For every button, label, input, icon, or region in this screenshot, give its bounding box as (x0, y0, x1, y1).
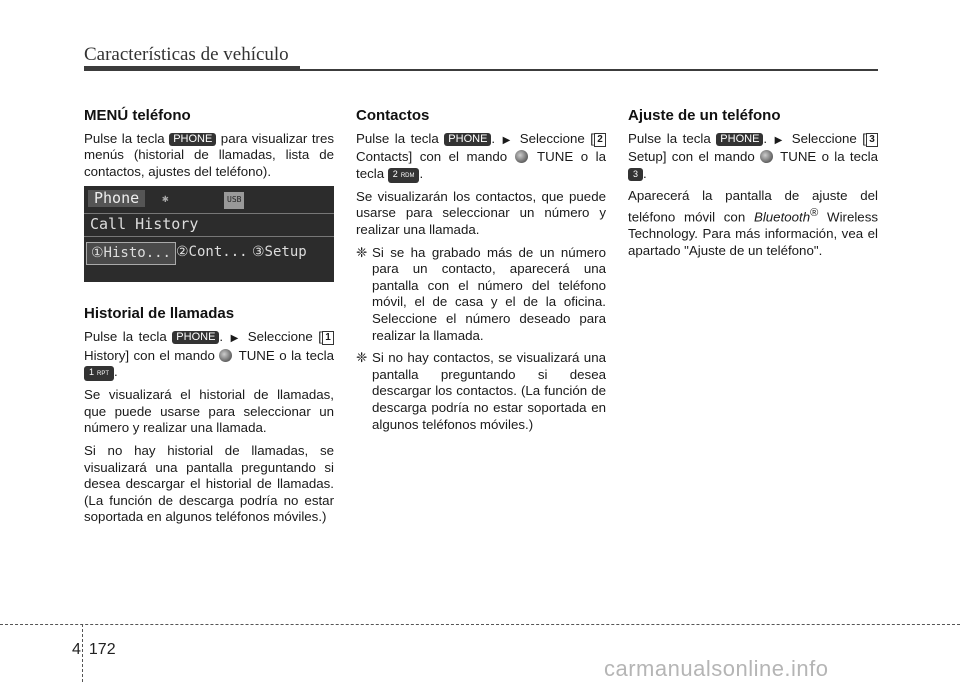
paragraph: Se visualizarán los contactos, que puede usarse para seleccionar un número y realizar una llamada. (356, 188, 606, 237)
page-header-title: Características de vehículo (84, 44, 289, 65)
chapter-number: 4 (72, 641, 81, 658)
text: Wireless Technology. Para más información, vea el apartado "Ajuste de un teléfono". (628, 209, 879, 258)
page-number (72, 641, 116, 659)
key-1-rpt-icon (84, 366, 114, 381)
paragraph (84, 131, 334, 181)
screen-divider (84, 213, 334, 214)
note-item (356, 245, 606, 345)
text: TUNE o la tecla (775, 149, 878, 165)
text: Contacts] con el mando (356, 149, 515, 165)
usb-badge: USB (224, 192, 244, 209)
phone-key-icon: PHONE (169, 133, 216, 146)
text: Aparecerá la pantalla de ajuste del teléfono móvil con (628, 188, 878, 225)
note-mark-icon: ❈ (356, 350, 368, 366)
section-heading-contacts: Contactos (356, 107, 430, 124)
screen-option-contacts: ②Cont... (176, 244, 248, 261)
screen-title: Phone (88, 190, 145, 207)
note-text: Si se ha grabado más de un número para un contacto, aparecerá una pantalla con el número del teléfono móvil, el de casa y el de la oficina. Seleccione el número deseado para realizar la llamada. (372, 244, 606, 343)
arrow-right-icon: ▶ (502, 134, 513, 146)
phone-key-icon: PHONE (716, 133, 763, 146)
page-number-value: 172 (88, 641, 116, 658)
text: Pulse la tecla (84, 328, 173, 344)
text: . (763, 130, 773, 146)
paragraph (356, 131, 606, 183)
text: Pulse la tecla (84, 130, 170, 146)
text: Setup] con el mando (628, 149, 761, 165)
paragraph (628, 131, 878, 183)
section-heading-phone-menu: MENÚ teléfono (84, 107, 191, 124)
tune-knob-icon (760, 150, 773, 163)
text: Seleccione [ (514, 130, 594, 146)
section-heading-phone-setup: Ajuste de un teléfono (628, 107, 781, 124)
text: History] con el mando (84, 347, 220, 363)
paragraph (628, 188, 878, 259)
text: TUNE o la tecla (234, 347, 334, 363)
text: Seleccione [ (242, 328, 322, 344)
text: para visualizar tres menús (historial de llamadas, lista de contactos, ajustes del teléfono). (84, 130, 334, 179)
text: . (643, 165, 647, 181)
text: . (419, 165, 424, 181)
header-rule-thick (84, 66, 300, 71)
bluetooth-icon: ✱ (162, 192, 169, 206)
watermark: carmanualsonline.info (604, 656, 829, 681)
number-3-icon: 3 (866, 133, 878, 147)
note-mark-icon: ❈ (356, 244, 368, 260)
text: Pulse la tecla (628, 130, 717, 146)
paragraph: Se visualizará el historial de llamadas, que puede usarse para seleccionar un número y realizar una llamada. (84, 387, 334, 436)
phone-key-icon: PHONE (172, 331, 219, 344)
number-1-icon: 1 (322, 331, 334, 345)
screen-option-setup: ③Setup (252, 244, 307, 261)
tune-knob-icon (219, 349, 232, 362)
arrow-right-icon: ▶ (230, 332, 241, 344)
key-2-rdm-icon (388, 168, 420, 183)
column-contacts (356, 108, 606, 439)
note-text: Si no hay contactos, se visualizará una pantalla preguntando si desea descargar los contactos. (La función de descarga podría no estar soportada en algunos teléfonos móviles.) (372, 350, 606, 432)
key-sublabel: RDM (400, 172, 415, 179)
key-label: 1 (89, 367, 95, 378)
phone-screen-illustration (84, 186, 334, 282)
text: Seleccione [ (786, 130, 866, 146)
screen-row-call-history: Call History (90, 215, 199, 234)
key-label: 2 (392, 168, 398, 179)
paragraph: Si no hay historial de llamadas, se visualizará una pantalla preguntando si desea descargar el historial de llamadas. (La función de descarga podría no estar soportada en algunos teléfonos móviles.) (84, 442, 334, 525)
tune-knob-icon (515, 150, 528, 163)
column-phone-menu (84, 108, 334, 532)
header-rule-thin (300, 69, 878, 71)
arrow-right-icon: ▶ (774, 134, 785, 146)
note-item (356, 350, 606, 433)
registered-mark: ® (810, 206, 819, 219)
number-2-icon: 2 (594, 133, 606, 147)
screen-divider (84, 236, 334, 237)
footer-rule (0, 624, 960, 625)
text: TUNE o la tecla (356, 149, 606, 181)
bluetooth-term: Bluetooth (753, 209, 811, 225)
column-phone-setup (628, 108, 878, 265)
text: Pulse la tecla (356, 130, 445, 146)
section-heading-call-history: Historial de llamadas (84, 305, 235, 323)
screen-option-history: ①Histo... (86, 242, 176, 265)
text: . (491, 130, 501, 146)
key-3-icon: 3 (628, 168, 643, 181)
paragraph (84, 329, 334, 381)
text: . (114, 364, 118, 380)
key-sublabel: RPT (97, 371, 110, 378)
phone-key-icon: PHONE (444, 133, 491, 146)
text: . (219, 328, 229, 344)
